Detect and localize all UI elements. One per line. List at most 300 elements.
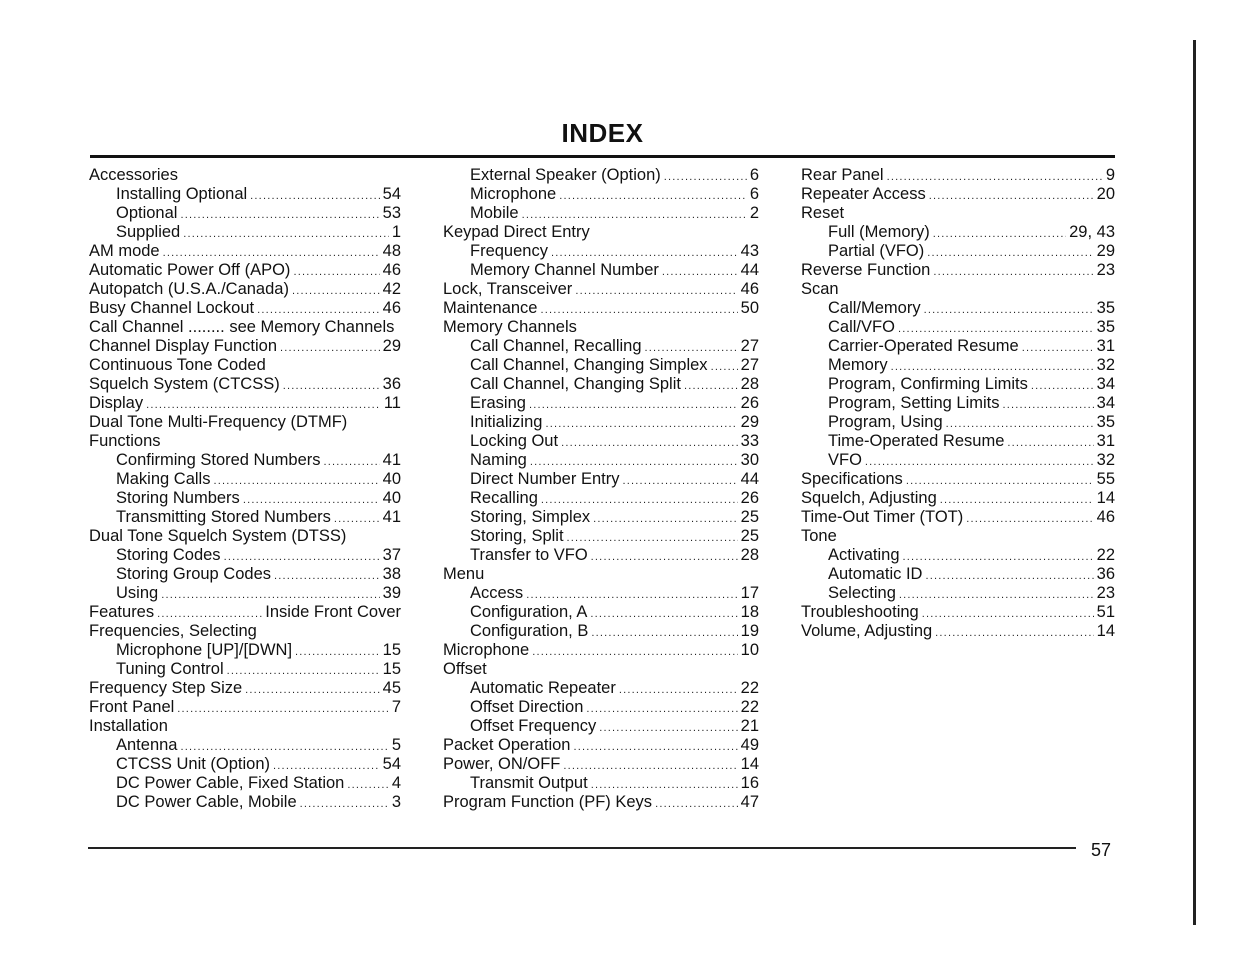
dot-leader — [227, 662, 380, 681]
index-subentry — [89, 584, 401, 603]
index-subentry — [89, 774, 401, 793]
index-subentry — [443, 394, 759, 413]
entry-label: Reset — [801, 204, 845, 222]
entry-label: Call/VFO — [828, 318, 895, 336]
entry-page: 15 — [382, 660, 401, 678]
entry-page: 28 — [740, 546, 759, 564]
index-subentry — [89, 793, 401, 812]
entry-page: 46 — [382, 299, 401, 317]
entry-page: 21 — [740, 717, 759, 735]
entry-label: Initializing — [470, 413, 543, 431]
entry-label: Locking Out — [470, 432, 559, 450]
index-entry — [89, 717, 401, 736]
entry-page: 29 — [740, 413, 759, 431]
dot-leader — [622, 472, 737, 491]
entry-label: Confirming Stored Numbers — [116, 451, 321, 469]
dot-leader — [177, 700, 389, 719]
index-entry — [89, 603, 401, 622]
entry-label: Volume, Adjusting — [801, 622, 933, 640]
entry-page: 32 — [1096, 356, 1115, 374]
dot-leader — [684, 377, 738, 396]
index-entry — [443, 318, 759, 337]
index-entry — [801, 622, 1115, 641]
entry-page: 17 — [740, 584, 759, 602]
entry-label: Memory Channels — [443, 318, 577, 336]
index-subentry — [89, 223, 401, 242]
entry-label: Front Panel — [89, 698, 175, 716]
entry-page: 22 — [740, 679, 759, 697]
entry-label: Automatic ID — [828, 565, 923, 583]
index-subentry — [89, 546, 401, 565]
entry-page: 6 — [749, 166, 759, 184]
entry-page: 30 — [740, 451, 759, 469]
entry-label: Program, Using — [828, 413, 943, 431]
entry-label: Transmitting Stored Numbers — [116, 508, 331, 526]
entry-page: 51 — [1096, 603, 1115, 621]
entry-page: 42 — [382, 280, 401, 298]
index-entry — [89, 318, 401, 337]
index-entry — [443, 565, 759, 584]
entry-page: 18 — [740, 603, 759, 621]
index-subentry — [443, 489, 759, 508]
index-subentry — [801, 375, 1115, 394]
entry-page: 35 — [1096, 299, 1115, 317]
entry-label: Time-Out Timer (TOT) — [801, 508, 964, 526]
entry-label: Program, Setting Limits — [828, 394, 1000, 412]
entry-page: 40 — [382, 470, 401, 488]
index-subentry — [801, 565, 1115, 584]
dot-leader — [180, 206, 379, 225]
entry-page: 14 — [740, 755, 759, 773]
entry-page: 50 — [740, 299, 759, 317]
entry-page: 1 — [391, 223, 401, 241]
entry-page: 55 — [1096, 470, 1115, 488]
index-subentry — [443, 204, 759, 223]
entry-label: Display — [89, 394, 144, 412]
index-subentry — [801, 451, 1115, 470]
index-entry — [801, 527, 1115, 546]
index-subentry — [801, 356, 1115, 375]
entry-page: 19 — [740, 622, 759, 640]
dot-leader — [529, 396, 738, 415]
dot-leader — [293, 263, 379, 282]
entry-page: 3 — [391, 793, 401, 811]
index-entry — [801, 166, 1115, 185]
dot-leader — [925, 567, 1093, 586]
index-column-3 — [801, 166, 1115, 641]
dot-leader — [664, 168, 747, 187]
index-entry — [89, 375, 401, 394]
index-subentry — [89, 755, 401, 774]
dot-leader — [245, 681, 379, 700]
dot-leader — [1002, 396, 1093, 415]
entry-label: Call/Memory — [828, 299, 921, 317]
dot-leader — [250, 187, 379, 206]
dot-leader — [283, 377, 380, 396]
dot-leader — [711, 358, 738, 377]
index-subentry — [443, 774, 759, 793]
index-subentry — [443, 698, 759, 717]
index-entry — [443, 660, 759, 679]
footer-rule — [88, 847, 1076, 849]
entry-label: Call Channel, Recalling — [470, 337, 642, 355]
title-rule — [90, 155, 1115, 158]
entry-page: 14 — [1096, 622, 1115, 640]
entry-label: Microphone [UP]/[DWN] — [116, 641, 293, 659]
entry-page: 29 — [1096, 242, 1115, 260]
entry-label: Frequencies, Selecting — [89, 622, 257, 640]
index-subentry — [801, 413, 1115, 432]
entry-label: Optional — [116, 204, 178, 222]
entry-page: 22 — [1096, 546, 1115, 564]
dot-leader — [935, 624, 1093, 643]
entry-page: 22 — [740, 698, 759, 716]
dot-leader — [933, 225, 1066, 244]
entry-label: Maintenance — [443, 299, 538, 317]
entry-label: Configuration, A — [470, 603, 588, 621]
entry-label: Microphone — [470, 185, 557, 203]
index-entry — [89, 280, 401, 299]
entry-label: Automatic Repeater — [470, 679, 616, 697]
index-entry — [443, 280, 759, 299]
dot-leader — [295, 643, 380, 662]
dot-leader — [927, 244, 1093, 263]
entry-page: 4 — [391, 774, 401, 792]
index-entry — [801, 470, 1115, 489]
index-subentry — [89, 204, 401, 223]
dot-leader — [347, 776, 388, 795]
entry-label: Direct Number Entry — [470, 470, 620, 488]
index-subentry — [443, 242, 759, 261]
entry-label: Full (Memory) — [828, 223, 930, 241]
index-subentry — [89, 508, 401, 527]
entry-label: Supplied — [116, 223, 181, 241]
index-subentry — [89, 736, 401, 755]
entry-page: 54 — [382, 185, 401, 203]
entry-page: 2 — [749, 204, 759, 222]
entry-label: Memory Channel Number — [470, 261, 659, 279]
entry-page: 7 — [391, 698, 401, 716]
entry-label: Microphone — [443, 641, 530, 659]
index-entry — [801, 185, 1115, 204]
dot-leader — [545, 415, 737, 434]
entry-label: Selecting — [828, 584, 896, 602]
entry-label: CTCSS Unit (Option) — [116, 755, 271, 773]
entry-label: Call Channel ........ see Memory Channels — [89, 318, 395, 336]
entry-page: 34 — [1096, 375, 1115, 393]
index-entry — [443, 793, 759, 812]
entry-label: Packet Operation — [443, 736, 571, 754]
index-entry — [89, 432, 401, 451]
entry-label: Tone — [801, 527, 837, 545]
entry-page: 23 — [1096, 584, 1115, 602]
entry-page: 36 — [382, 375, 401, 393]
index-subentry — [443, 470, 759, 489]
index-subentry — [801, 584, 1115, 603]
index-subentry — [443, 508, 759, 527]
entry-label: Program, Confirming Limits — [828, 375, 1028, 393]
entry-label: Program Function (PF) Keys — [443, 793, 653, 811]
index-entry — [89, 166, 401, 185]
index-subentry — [443, 337, 759, 356]
dot-leader — [563, 757, 737, 776]
index-entry — [89, 299, 401, 318]
entry-page: 26 — [740, 394, 759, 412]
index-subentry — [443, 451, 759, 470]
entry-label: Tuning Control — [116, 660, 224, 678]
index-subentry — [89, 641, 401, 660]
dot-leader — [586, 700, 737, 719]
entry-page: 44 — [740, 470, 759, 488]
index-entry — [89, 356, 401, 375]
entry-page: 29 — [382, 337, 401, 355]
entry-page: 41 — [382, 451, 401, 469]
entry-page: 35 — [1096, 413, 1115, 431]
dot-leader — [274, 567, 380, 586]
entry-page: 46 — [1096, 508, 1115, 526]
index-subentry — [443, 356, 759, 375]
index-column-2 — [443, 166, 759, 812]
dot-leader — [567, 529, 738, 548]
entry-label: Access — [470, 584, 524, 602]
index-entry — [443, 755, 759, 774]
dot-leader — [922, 605, 1094, 624]
entry-page: 46 — [382, 261, 401, 279]
index-subentry — [443, 546, 759, 565]
dot-leader — [593, 510, 738, 529]
index-entry — [801, 204, 1115, 223]
index-subentry — [89, 660, 401, 679]
index-subentry — [443, 717, 759, 736]
page-edge-line — [1193, 40, 1196, 925]
entry-label: Power, ON/OFF — [443, 755, 561, 773]
index-column-1 — [89, 166, 401, 812]
index-subentry — [89, 565, 401, 584]
entry-page: 31 — [1096, 432, 1115, 450]
entry-label: Squelch System (CTCSS) — [89, 375, 280, 393]
entry-label: Offset Direction — [470, 698, 584, 716]
entry-page: 44 — [740, 261, 759, 279]
entry-page: 38 — [382, 565, 401, 583]
index-entry — [801, 261, 1115, 280]
index-subentry — [89, 451, 401, 470]
entry-label: Making Calls — [116, 470, 211, 488]
entry-page: 25 — [740, 527, 759, 545]
entry-page: 6 — [749, 185, 759, 203]
dot-leader — [933, 263, 1093, 282]
index-entry — [443, 223, 759, 242]
entry-label: Automatic Power Off (APO) — [89, 261, 291, 279]
index-subentry — [443, 527, 759, 546]
entry-label: Keypad Direct Entry — [443, 223, 590, 241]
dot-leader — [1022, 339, 1094, 358]
entry-label: Storing Codes — [116, 546, 221, 564]
entry-label: Menu — [443, 565, 485, 583]
index-subentry — [443, 166, 759, 185]
page-title: INDEX — [561, 118, 644, 148]
index-entry — [89, 337, 401, 356]
entry-page: 20 — [1096, 185, 1115, 203]
entry-label: Configuration, B — [470, 622, 589, 640]
entry-label: Partial (VFO) — [828, 242, 925, 260]
entry-label: Frequency Step Size — [89, 679, 243, 697]
entry-page: 41 — [382, 508, 401, 526]
index-entry — [801, 489, 1115, 508]
entry-page: 23 — [1096, 261, 1115, 279]
index-subentry — [443, 679, 759, 698]
dot-leader — [619, 681, 738, 700]
entry-page: 53 — [382, 204, 401, 222]
entry-label: Installing Optional — [116, 185, 248, 203]
dot-leader — [280, 339, 380, 358]
entry-label: Carrier-Operated Resume — [828, 337, 1019, 355]
dot-leader — [929, 187, 1094, 206]
dot-leader — [1031, 377, 1094, 396]
index-subentry — [443, 185, 759, 204]
entry-page: 14 — [1096, 489, 1115, 507]
index-entry — [801, 280, 1115, 299]
index-entry — [89, 527, 401, 546]
entry-label: DC Power Cable, Mobile — [116, 793, 297, 811]
entry-label: Features — [89, 603, 155, 621]
entry-page: 27 — [740, 337, 759, 355]
index-subentry — [801, 546, 1115, 565]
entry-label: Activating — [828, 546, 900, 564]
index-subentry — [443, 603, 759, 622]
dot-leader — [903, 548, 1094, 567]
entry-label: Erasing — [470, 394, 526, 412]
index-subentry — [89, 470, 401, 489]
dot-leader — [324, 453, 380, 472]
entry-label: Channel Display Function — [89, 337, 278, 355]
index-subentry — [801, 299, 1115, 318]
entry-page: 37 — [382, 546, 401, 564]
index-entry — [89, 394, 401, 413]
entry-label: Call Channel, Changing Simplex — [470, 356, 708, 374]
entry-page: 35 — [1096, 318, 1115, 336]
entry-page: 31 — [1096, 337, 1115, 355]
entry-page: 10 — [740, 641, 759, 659]
index-subentry — [89, 489, 401, 508]
entry-page: 32 — [1096, 451, 1115, 469]
entry-label: Dual Tone Multi-Frequency (DTMF) — [89, 413, 348, 431]
entry-label: Recalling — [470, 489, 538, 507]
entry-page: 34 — [1096, 394, 1115, 412]
entry-label: Autopatch (U.S.A./Canada) — [89, 280, 289, 298]
index-subentry — [801, 432, 1115, 451]
dot-leader — [590, 605, 737, 624]
index-entry — [89, 679, 401, 698]
entry-page: 48 — [382, 242, 401, 260]
entry-label: Repeater Access — [801, 185, 926, 203]
entry-page: 47 — [740, 793, 759, 811]
page-number: 57 — [1091, 840, 1112, 860]
index-subentry — [443, 622, 759, 641]
entry-page: 36 — [1096, 565, 1115, 583]
entry-label: Installation — [89, 717, 168, 735]
index-subentry — [801, 394, 1115, 413]
entry-label: Mobile — [470, 204, 519, 222]
dot-leader — [561, 434, 738, 453]
index-subentry — [801, 337, 1115, 356]
index-entry — [443, 641, 759, 660]
index-entry — [89, 622, 401, 641]
entry-page: 11 — [383, 394, 401, 412]
index-entry — [443, 299, 759, 318]
entry-label: Transfer to VFO — [470, 546, 588, 564]
entry-page: 15 — [382, 641, 401, 659]
index-subentry — [443, 584, 759, 603]
entry-label: Time-Operated Resume — [828, 432, 1005, 450]
dot-leader — [899, 586, 1094, 605]
index-subentry — [801, 318, 1115, 337]
entry-page: 25 — [740, 508, 759, 526]
entry-label: Lock, Transceiver — [443, 280, 573, 298]
dot-leader — [591, 624, 737, 643]
dot-leader — [655, 795, 738, 814]
entry-label: Call Channel, Changing Split — [470, 375, 681, 393]
entry-label: Functions — [89, 432, 161, 450]
index-entry — [801, 508, 1115, 527]
dot-leader — [966, 510, 1093, 529]
index-subentry — [89, 185, 401, 204]
entry-label: Storing Numbers — [116, 489, 240, 507]
entry-label: DC Power Cable, Fixed Station — [116, 774, 345, 792]
index-subentry — [443, 375, 759, 394]
entry-page: 29, 43 — [1069, 223, 1115, 241]
dot-leader — [591, 548, 738, 567]
entry-label: Offset Frequency — [470, 717, 597, 735]
entry-page: 5 — [391, 736, 401, 754]
entry-label: Continuous Tone Coded — [89, 356, 266, 374]
entry-label: Frequency — [470, 242, 548, 260]
index-subentry — [443, 261, 759, 280]
entry-label: Specifications — [801, 470, 903, 488]
entry-label: Troubleshooting — [801, 603, 919, 621]
entry-page: 16 — [740, 774, 759, 792]
dot-leader — [574, 738, 738, 757]
dot-leader — [924, 301, 1094, 320]
entry-label: Transmit Output — [470, 774, 588, 792]
index-subentry — [443, 432, 759, 451]
entry-page: 9 — [1105, 166, 1115, 184]
entry-label: Naming — [470, 451, 527, 469]
index-entry — [89, 261, 401, 280]
index-entry — [89, 698, 401, 717]
entry-page: 43 — [740, 242, 759, 260]
index-entry — [89, 413, 401, 432]
dot-leader — [292, 282, 380, 301]
dot-leader — [532, 643, 737, 662]
entry-label: Busy Channel Lockout — [89, 299, 255, 317]
entry-label: Antenna — [116, 736, 178, 754]
dot-leader — [559, 187, 747, 206]
entry-label: Scan — [801, 280, 839, 298]
entry-label: Squelch, Adjusting — [801, 489, 937, 507]
entry-page: 40 — [382, 489, 401, 507]
entry-label: Accessories — [89, 166, 178, 184]
dot-leader — [575, 282, 737, 301]
entry-label: Offset — [443, 660, 487, 678]
entry-page: 54 — [382, 755, 401, 773]
entry-label: Storing, Split — [470, 527, 564, 545]
entry-page: 33 — [740, 432, 759, 450]
entry-page: 45 — [382, 679, 401, 697]
index-entry — [801, 603, 1115, 622]
index-subentry — [443, 413, 759, 432]
entry-page: 28 — [740, 375, 759, 393]
entry-label: Storing Group Codes — [116, 565, 272, 583]
